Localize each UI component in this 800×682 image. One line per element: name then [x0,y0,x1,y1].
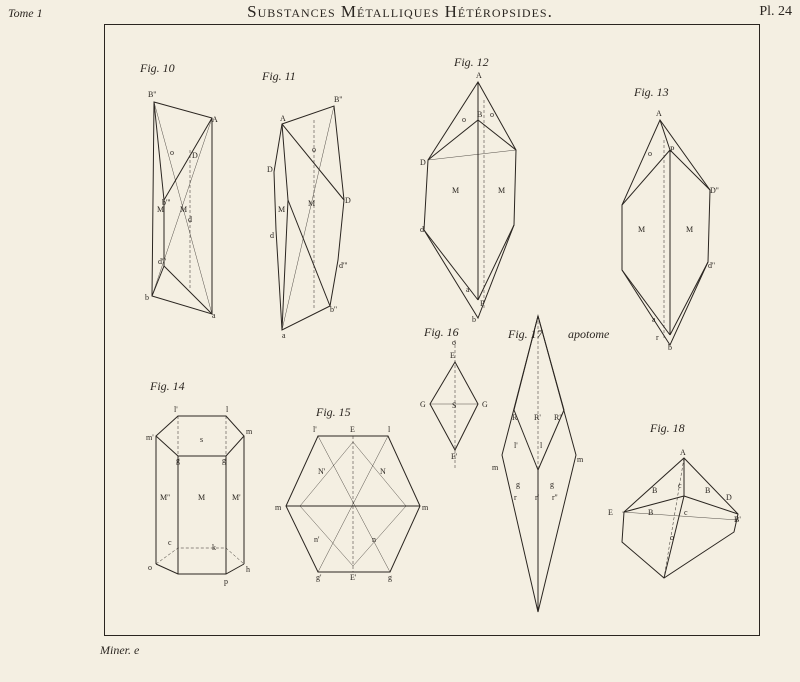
svg-text:o: o [490,110,494,119]
svg-text:G: G [482,400,488,409]
svg-text:M: M [278,205,286,214]
svg-text:P: P [670,145,675,154]
svg-text:s: s [200,435,204,444]
svg-text:l': l' [514,441,518,450]
svg-text:d'': d'' [708,261,715,270]
svg-text:b: b [668,343,672,352]
svg-text:b: b [472,315,476,324]
figure-10 [139,61,218,320]
figure-18 [608,421,741,578]
svg-text:l: l [226,405,229,414]
svg-text:a: a [282,331,286,340]
svg-text:o: o [312,145,316,154]
svg-text:M: M [180,205,188,214]
svg-text:k: k [212,543,216,552]
svg-text:B'': B'' [148,90,157,99]
fig-18-caption: Fig. 18 [650,421,685,435]
svg-text:r'': r'' [552,493,558,502]
svg-text:B: B [477,110,483,119]
svg-text:o: o [148,563,152,572]
svg-text:g': g' [316,573,322,582]
svg-text:B'': B'' [334,95,343,104]
svg-text:A: A [280,114,286,123]
svg-text:d: d [188,215,192,224]
svg-text:o: o [648,149,652,158]
svg-text:R'': R'' [554,413,563,422]
svg-text:m: m [492,463,499,472]
figure-14 [146,379,253,586]
svg-text:M: M [198,493,206,502]
svg-text:m: m [246,427,253,436]
svg-text:o: o [670,533,674,542]
figure-17 [492,316,610,612]
svg-text:l: l [540,441,543,450]
svg-text:n': n' [314,535,320,544]
figure-13 [622,85,719,352]
svg-text:c: c [678,481,682,490]
svg-text:d: d [420,225,424,234]
svg-text:D: D [267,165,273,174]
figure-16 [420,325,488,470]
svg-text:b''': b''' [162,198,171,207]
svg-text:r': r' [535,493,540,502]
svg-text:g: g [388,573,392,582]
svg-text:D'': D'' [710,186,719,195]
svg-text:M: M [452,186,460,195]
svg-text:o: o [462,115,466,124]
svg-text:n: n [372,535,376,544]
svg-text:E: E [608,508,613,517]
svg-text:M: M [157,205,165,214]
fig-17-subtitle: apotome [568,327,610,341]
svg-text:E': E' [451,452,458,461]
figure-11 [261,69,351,340]
fig-14-caption: Fig. 14 [150,379,185,393]
svg-text:A: A [656,109,662,118]
svg-text:a: a [212,311,216,320]
svg-text:A: A [476,71,482,80]
svg-text:R': R' [534,413,541,422]
engraver-signature: Miner. e [100,643,140,657]
svg-text:B: B [652,486,658,495]
svg-text:D: D [345,196,351,205]
fig-15-caption: Fig. 15 [316,405,351,419]
svg-text:M: M [686,225,694,234]
svg-text:B: B [705,486,711,495]
svg-text:d: d [270,231,274,240]
svg-text:a: a [466,285,470,294]
plate-title: Substances Métalliques Hétéropsides. [247,2,553,21]
svg-text:b'': b'' [330,305,337,314]
svg-text:M': M' [232,493,241,502]
fig-13-caption: Fig. 13 [634,85,669,99]
svg-text:g: g [516,480,520,489]
svg-text:g: g [550,480,554,489]
svg-text:E': E' [350,573,357,582]
svg-text:o: o [452,338,456,347]
svg-text:N: N [380,467,386,476]
svg-text:b: b [145,293,149,302]
svg-text:G: G [420,400,426,409]
svg-text:M: M [308,199,316,208]
svg-text:B': B' [734,515,741,524]
svg-text:l': l' [313,425,317,434]
svg-text:d''': d''' [339,261,348,270]
svg-text:m: m [577,455,584,464]
svg-text:E: E [450,351,455,360]
fig-10-caption: Fig. 10 [140,61,175,75]
svg-text:g: g [176,456,180,465]
plate-number: Pl. 24 [759,4,792,19]
figure-12 [420,55,516,324]
svg-text:m: m [275,503,282,512]
svg-text:h: h [246,565,250,574]
fig-17-caption: Fig. 17 [508,327,543,341]
svg-text:N': N' [318,467,326,476]
svg-text:A: A [212,115,218,124]
svg-text:E: E [350,425,355,434]
fig-12-caption: Fig. 12 [454,55,489,69]
svg-text:B: B [648,508,654,517]
svg-text:M: M [498,186,506,195]
tome-label: Tome 1 [8,6,43,20]
svg-text:D: D [726,493,732,502]
svg-text:l: l [388,425,391,434]
svg-text:R: R [512,413,518,422]
figure-15 [275,405,429,582]
fig-11-caption: Fig. 11 [262,69,296,83]
svg-text:D: D [420,158,426,167]
svg-text:g: g [222,456,226,465]
svg-text:D: D [192,151,198,160]
svg-text:c: c [684,508,688,517]
svg-text:m: m [422,503,429,512]
svg-text:l': l' [174,405,178,414]
fig-16-caption: Fig. 16 [424,325,459,339]
svg-text:d''': d''' [158,257,167,266]
svg-text:S: S [452,401,457,410]
svg-text:c: c [168,538,172,547]
svg-text:M: M [638,225,646,234]
svg-text:m': m' [146,433,154,442]
svg-text:r: r [514,493,517,502]
svg-text:A: A [680,448,686,457]
svg-text:M'': M'' [160,493,170,502]
svg-text:a: a [652,315,656,324]
svg-text:p: p [224,577,228,586]
svg-text:r: r [656,333,659,342]
svg-text:o: o [170,148,174,157]
svg-text:P: P [480,299,485,308]
